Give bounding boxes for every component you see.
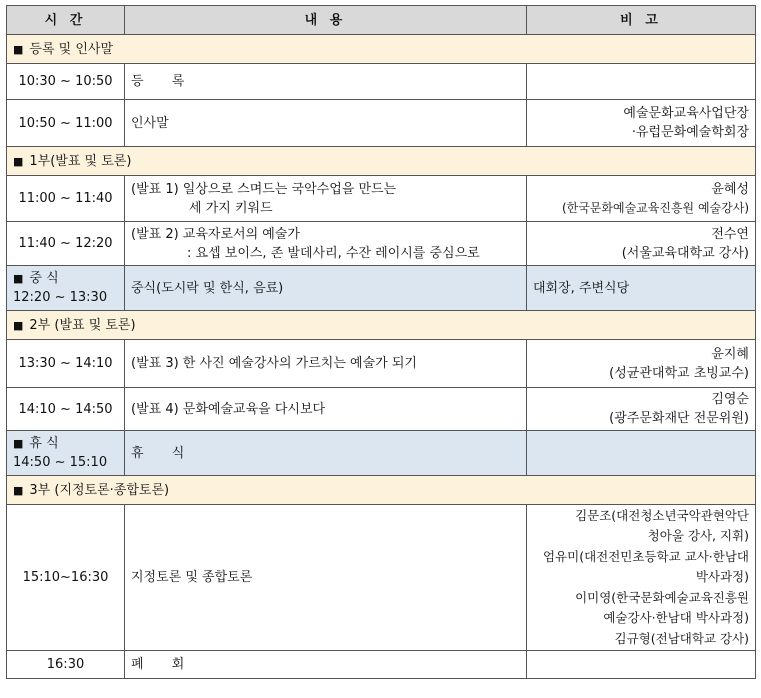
note-cell xyxy=(527,222,756,266)
note-line: 이미영(한국문화예술교육진흥원 xyxy=(575,589,749,605)
square-bullet-icon: ■ xyxy=(13,272,24,285)
time-cell: 10:30 ~ 10:50 xyxy=(7,64,125,100)
content-cell xyxy=(125,222,527,266)
note-line: 전수연 xyxy=(711,226,749,242)
note-cell xyxy=(527,64,756,100)
table-row xyxy=(7,266,756,311)
time-text: 14:50 ~ 15:10 xyxy=(13,455,108,470)
time-cell xyxy=(7,431,125,476)
note-line: 엄유미(대전전민초등학교 교사·한남대 xyxy=(542,548,749,564)
table-row xyxy=(7,100,756,147)
time-cell: 11:00 ~ 11:40 xyxy=(7,176,125,222)
content-cell: (발표 4) 문화예술교육을 다시보다 xyxy=(125,388,527,431)
note-cell xyxy=(527,340,756,388)
note-line: 예술강사·한남대 박사과정) xyxy=(603,610,749,626)
note-cell xyxy=(527,505,756,651)
note-cell xyxy=(527,176,756,222)
time-cell: 13:30 ~ 14:10 xyxy=(7,340,125,388)
note-cell xyxy=(527,100,756,147)
section-title: 등록 및 인사말 xyxy=(29,41,114,57)
table-row xyxy=(7,431,756,476)
content-cell xyxy=(125,431,527,476)
content-cell xyxy=(125,176,527,222)
time-cell: 16:30 xyxy=(7,651,125,679)
section-heading xyxy=(7,147,756,176)
content-text: 휴 식 xyxy=(131,445,197,461)
note-cell xyxy=(527,651,756,679)
content-line: 세 가지 키워드 xyxy=(189,200,273,216)
section-row xyxy=(7,311,756,340)
header-time: 시 간 xyxy=(7,6,125,35)
section-row xyxy=(7,476,756,505)
note-cell: 대회장, 주변식당 xyxy=(527,266,756,311)
note-line: 김문조(대전청소년국악관현악단 xyxy=(575,507,749,523)
time-cell: 11:40 ~ 12:20 xyxy=(7,222,125,266)
content-line: (발표 2) 교육자로서의 예술가 xyxy=(131,226,300,242)
section-heading xyxy=(7,311,756,340)
time-cell xyxy=(7,266,125,311)
header-content: 내 용 xyxy=(125,6,527,35)
content-text: 폐 회 xyxy=(131,657,197,672)
note-line: (서울교육대학교 강사) xyxy=(621,245,749,261)
note-cell xyxy=(527,431,756,476)
note-cell xyxy=(527,388,756,431)
time-cell: 14:10 ~ 14:50 xyxy=(7,388,125,431)
section-title: 2부 (발표 및 토론) xyxy=(29,317,136,333)
note-line: (성균관대학교 초빙교수) xyxy=(609,365,749,381)
section-heading xyxy=(7,476,756,505)
table-row xyxy=(7,340,756,388)
table-row xyxy=(7,505,756,651)
section-title: 1부(발표 및 토론) xyxy=(29,153,132,169)
header-row xyxy=(7,6,756,35)
square-bullet-icon: ■ xyxy=(13,437,24,450)
time-cell: 15:10~16:30 xyxy=(7,505,125,651)
content-cell: 인사말 xyxy=(125,100,527,147)
content-cell: 지정토론 및 종합토론 xyxy=(125,505,527,651)
content-text: 등 록 xyxy=(131,74,197,89)
note-line: 박사과정) xyxy=(695,569,749,585)
square-bullet-icon: ■ xyxy=(13,42,24,56)
note-line: 청아울 강사, 지휘) xyxy=(647,528,749,544)
content-cell xyxy=(125,64,527,100)
header-note: 비 고 xyxy=(527,6,756,35)
square-bullet-icon: ■ xyxy=(13,483,24,497)
table-row xyxy=(7,651,756,679)
time-cell: 10:50 ~ 11:00 xyxy=(7,100,125,147)
section-heading xyxy=(7,35,756,64)
table-row xyxy=(7,176,756,222)
content-cell: (발표 3) 한 사진 예술강사의 가르치는 예술가 되기 xyxy=(125,340,527,388)
section-row xyxy=(7,35,756,64)
content-line: (발표 1) 일상으로 스며드는 국악수업을 만드는 xyxy=(131,181,397,197)
note-line: (한국문화예술교육진흥원 예술강사) xyxy=(561,200,749,215)
time-text: 12:20 ~ 13:30 xyxy=(13,290,108,305)
square-bullet-icon: ■ xyxy=(13,154,24,168)
table-row xyxy=(7,222,756,266)
schedule-wrapper xyxy=(6,5,756,679)
table-row xyxy=(7,64,756,100)
section-title: 3부 (지정토론·종합토론) xyxy=(29,482,170,498)
note-line: (광주문화재단 전문위원) xyxy=(609,411,749,426)
note-line: 윤지혜 xyxy=(711,346,749,362)
note-line: 윤혜성 xyxy=(711,181,749,197)
square-bullet-icon: ■ xyxy=(13,318,24,332)
section-row xyxy=(7,147,756,176)
schedule-table xyxy=(6,5,756,679)
note-line: ·유럽문화예술학회장 xyxy=(631,125,749,140)
content-cell: 중식(도시락 및 한식, 음료) xyxy=(125,266,527,311)
content-cell xyxy=(125,651,527,679)
note-line: 김영순 xyxy=(711,392,749,407)
table-row xyxy=(7,388,756,431)
break-label: 중 식 xyxy=(29,271,59,286)
note-line: 예술문화교육사업단장 xyxy=(623,106,749,121)
content-line: : 요셉 보이스, 존 발데사리, 수잔 레이시를 중심으로 xyxy=(187,245,480,261)
note-line: 김규형(전남대학교 강사) xyxy=(614,630,749,646)
break-label: 휴 식 xyxy=(29,436,59,451)
